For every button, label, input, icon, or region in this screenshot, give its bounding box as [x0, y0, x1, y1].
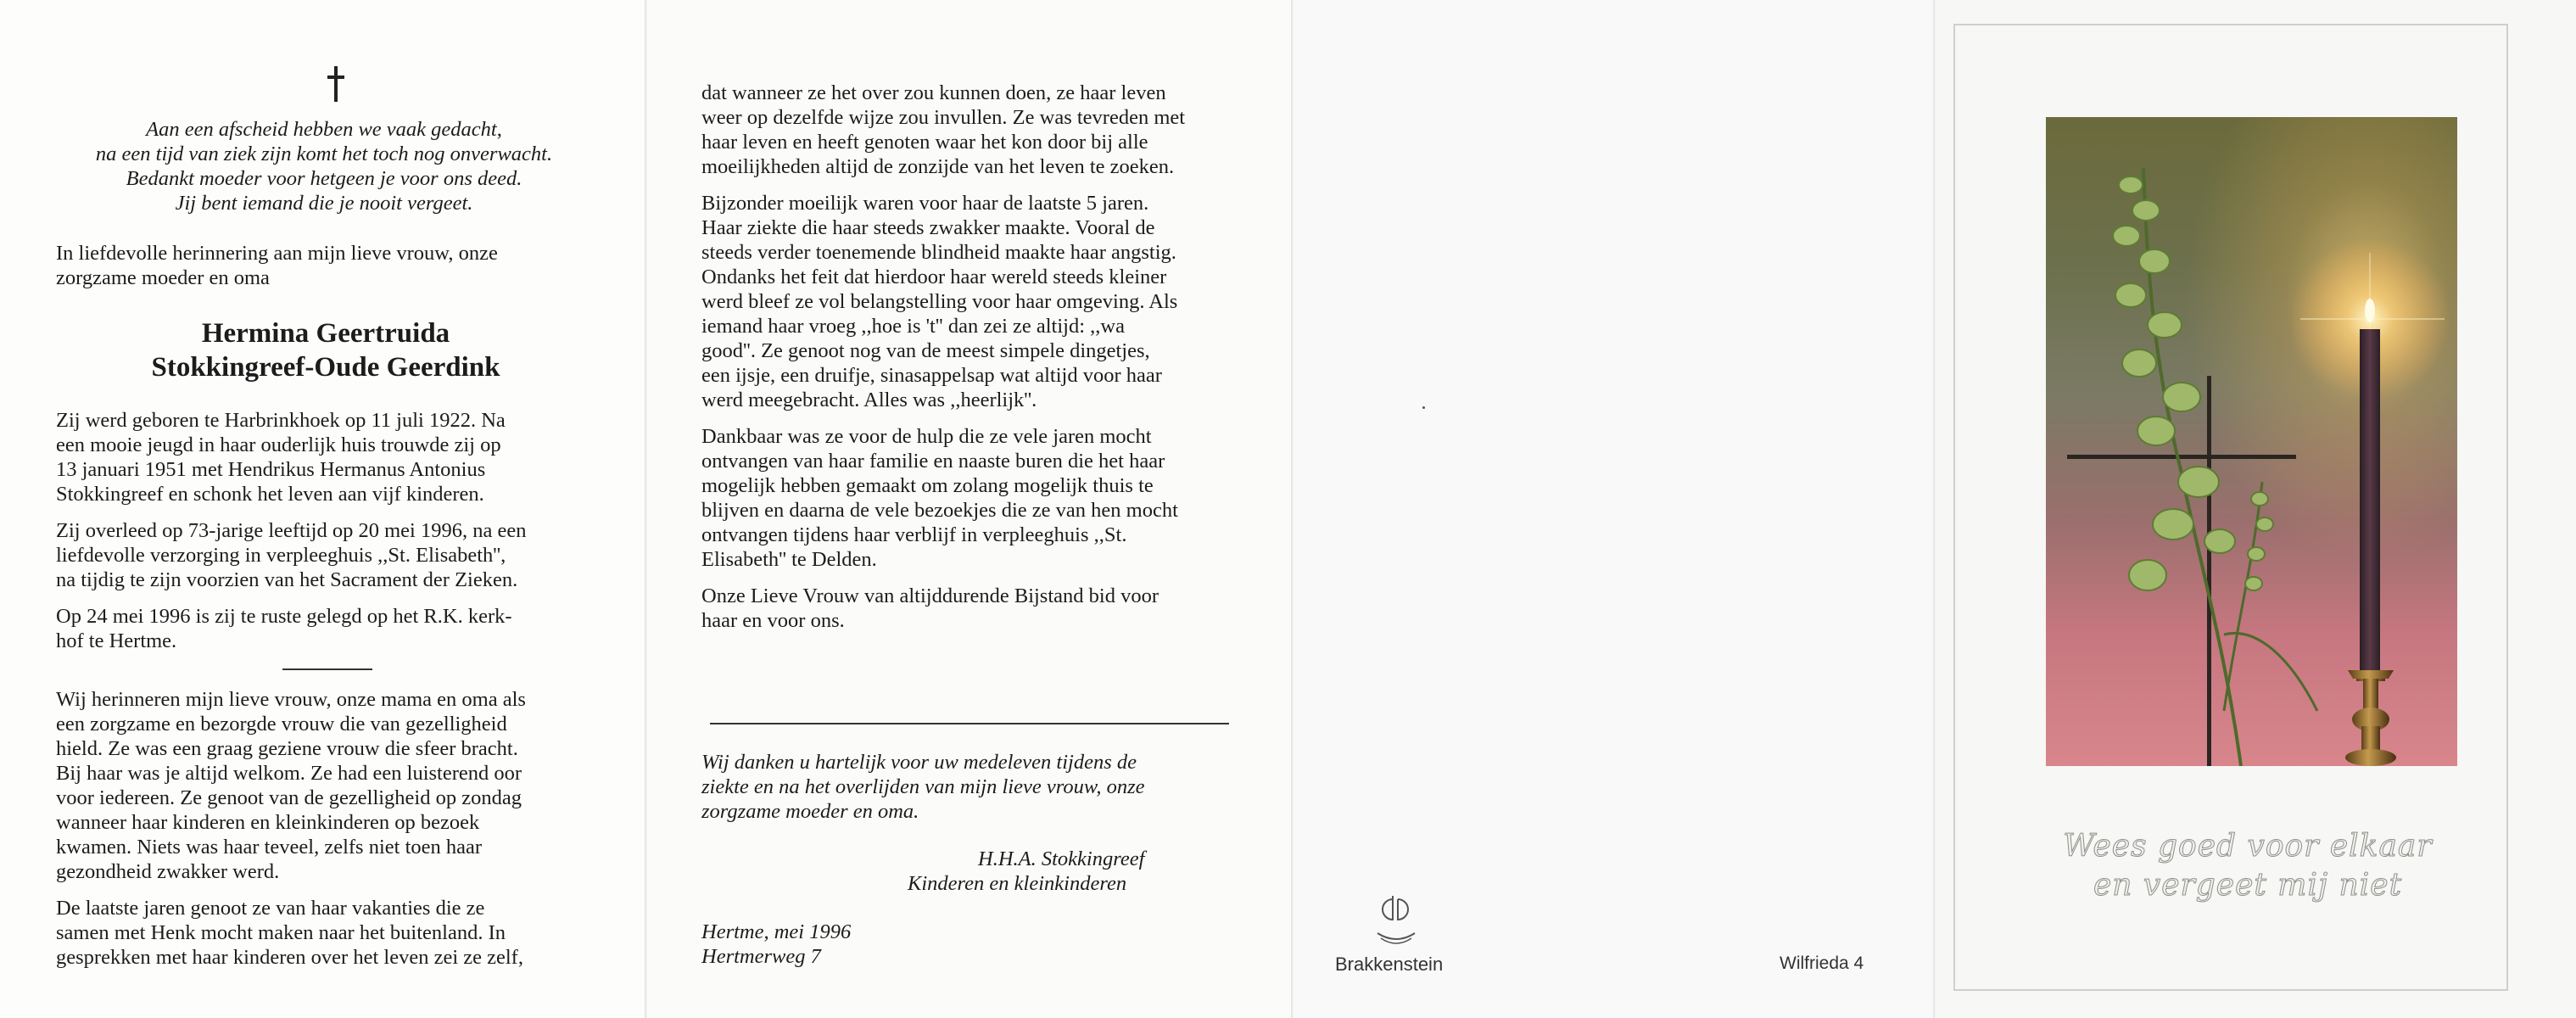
text-line: good''. Ze genoot nog van de meest simpele dingetjes,	[701, 339, 1150, 362]
publisher-name: Brakkenstein	[1335, 954, 1444, 975]
text-paragraph	[701, 584, 1239, 633]
text-line: iemand haar vroeg ,,hoe is 't'' dan zei ze altijd: ,,wa	[701, 315, 1125, 338]
text-paragraph	[701, 424, 1239, 572]
motto	[2036, 827, 2460, 905]
brakkenstein-logo-icon	[1374, 891, 1418, 947]
text-line: blijven en daarna de vele bezoekjes die ze van hen mocht	[701, 499, 1178, 522]
text-line: een mooie jeugd in haar ouderlijk huis trouwde zij op	[56, 433, 501, 456]
place-and-date	[701, 920, 1041, 969]
divider	[282, 668, 372, 670]
divider	[710, 723, 1229, 724]
text-line: weer op dezelfde wijze zou invullen. Ze was tevreden met	[701, 106, 1186, 129]
motto-line: en vergeet mij niet	[2093, 868, 2403, 903]
text-line: voor iedereen. Ze genoot van de gezelligheid op zondag	[56, 786, 522, 809]
text-line: Op 24 mei 1996 is zij te ruste gelegd op het R.K. kerk-	[56, 605, 512, 628]
signature	[908, 847, 1238, 896]
text-paragraph	[701, 191, 1239, 412]
text-line: De laatste jaren genoot ze van haar vakanties die ze	[56, 897, 485, 920]
text-line: dat wanneer ze het over zou kunnen doen, ze haar leven	[701, 81, 1166, 104]
text-line: Elisabeth'' te Delden.	[701, 548, 877, 571]
bio-paragraph	[56, 604, 595, 653]
poem-line: Aan een afscheid hebben we vaak gedacht,	[146, 118, 502, 141]
text-line: ontvangen tijdens haar verblijf in verpleeghuis ,,St.	[701, 523, 1127, 546]
poem-line: Bedankt moeder voor hetgeen je voor ons deed.	[126, 167, 522, 190]
text-line: mogelijk hebben gemaakt om zolang mogelijk thuis te	[701, 474, 1154, 497]
thanks-text	[701, 750, 1239, 824]
motto-line: Wees goed voor elkaar	[2063, 829, 2433, 864]
speck	[1422, 406, 1425, 409]
text-line: ziekte en na het overlijden van mijn lieve vrouw, onze	[701, 775, 1145, 798]
text-line: Onze Lieve Vrouw van altijddurende Bijstand bid voor	[701, 585, 1159, 607]
poem-line: Jij bent iemand die je nooit vergeet.	[175, 192, 473, 215]
text-line: gesprekken met haar kinderen over het leven zei ze zelf,	[56, 946, 523, 969]
intro-line: zorgzame moeder en oma	[56, 266, 270, 289]
memorial-poem	[53, 117, 595, 215]
text-paragraph	[701, 81, 1239, 179]
continued-text	[701, 81, 1239, 645]
card-panel-back	[1292, 0, 1934, 1018]
text-line: Bij haar was je altijd welkom. Ze had een luisterend oor	[56, 762, 522, 785]
text-line: werd bleef ze vol belangstelling voor haar omgeving. Als	[701, 290, 1178, 313]
text-line: hield. Ze was een graag geziene vrouw die sfeer bracht.	[56, 737, 518, 760]
text-line: steeds verder toenemende blindheid maakte haar angstig.	[701, 241, 1176, 264]
text-line: Bijzonder moeilijk waren voor haar de laatste 5 jaren.	[701, 192, 1149, 215]
bio-paragraph	[56, 518, 595, 592]
place-line: Hertmerweg 7	[701, 945, 821, 968]
memories-text	[56, 687, 595, 982]
text-line: kwamen. Niets was haar teveel, zelfs niet toen haar	[56, 836, 483, 859]
text-line: ontvangen van haar familie en naaste buren die het haar	[701, 450, 1165, 473]
text-line: moeilijkheden altijd de zonzijde van het leven te zoeken.	[701, 155, 1175, 178]
fold-line	[1933, 0, 1936, 1018]
name-line: Stokkingreef-Oude Geerdink	[151, 352, 500, 383]
bio-paragraph	[56, 408, 595, 506]
memories-paragraph	[56, 896, 595, 970]
fold-line	[645, 0, 647, 1018]
text-line: haar leven en heeft genoten waar het kon door bij alle	[701, 131, 1148, 154]
text-line: werd meegebracht. Alles was ,,heerlijk''.	[701, 389, 1037, 411]
design-code: Wilfrieda 4	[1780, 954, 1864, 973]
text-line: een zorgzame en bezorgde vrouw die van gezelligheid	[56, 713, 507, 736]
place-line: Hertme, mei 1996	[701, 920, 852, 943]
signature-line: H.H.A. Stokkingreef	[978, 847, 1145, 870]
text-line: Stokkingreef en schonk het leven aan vijf kinderen.	[56, 483, 484, 506]
cross-icon	[327, 66, 345, 102]
text-line: Wij danken u hartelijk voor uw medeleven tijdens de	[701, 751, 1137, 774]
text-line: haar en voor ons.	[701, 609, 845, 632]
memories-paragraph	[56, 687, 595, 884]
fold-line	[1291, 0, 1294, 1018]
text-line: gezondheid zwakker werd.	[56, 860, 280, 883]
text-line: na tijdig te zijn voorzien van het Sacrament der Zieken.	[56, 568, 518, 591]
name-line: Hermina Geertruida	[201, 318, 450, 349]
deceased-name	[56, 316, 595, 384]
text-line: hof te Hertme.	[56, 629, 177, 652]
text-line: een ijsje, een druifje, sinasappelsap wat altijd voor haar	[701, 364, 1162, 387]
text-line: Zij overleed op 73-jarige leeftijd op 20 mei 1996, na een	[56, 519, 527, 542]
signature-line: Kinderen en kleinkinderen	[908, 872, 1127, 895]
poem-line: na een tijd van ziek zijn komt het toch nog onverwacht.	[95, 143, 553, 165]
text-line: Ondanks het feit dat hierdoor haar wereld steeds kleiner	[701, 266, 1167, 288]
intro-text	[56, 241, 595, 290]
text-line: Wij herinneren mijn lieve vrouw, onze mama en oma als	[56, 688, 526, 711]
text-line: Dankbaar was ze voor de hulp die ze vele jaren mocht	[701, 425, 1152, 448]
text-line: liefdevolle verzorging in verpleeghuis ,,St. Elisabeth'',	[56, 544, 506, 567]
candle-flower-photo	[2046, 117, 2457, 766]
text-line: wanneer haar kinderen en kleinkinderen op bezoek	[56, 811, 480, 834]
text-line: zorgzame moeder en oma.	[701, 800, 919, 823]
text-line: samen met Henk mocht maken naar het buitenland. In	[56, 921, 506, 944]
text-line: Zij werd geboren te Harbrinkhoek op 11 juli 1922. Na	[56, 409, 506, 432]
text-line: Haar ziekte die haar steeds zwakker maakte. Vooral de	[701, 216, 1155, 239]
biography	[56, 408, 595, 653]
text-line: 13 januari 1951 met Hendrikus Hermanus Antonius	[56, 458, 486, 481]
intro-line: In liefdevolle herinnering aan mijn lieve vrouw, onze	[56, 242, 498, 265]
